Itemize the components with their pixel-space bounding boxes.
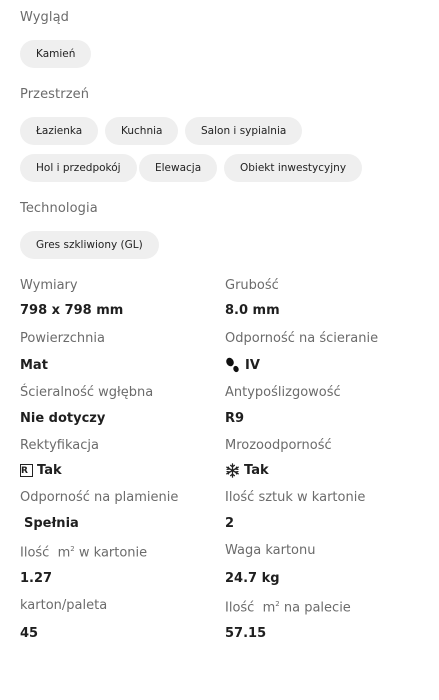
rectified-icon: R	[20, 464, 33, 477]
chip-gres-szkliwiony[interactable]: Gres szkliwiony (GL)	[20, 231, 159, 259]
label-sup: 2	[275, 600, 280, 608]
spec-value-plamienie: Spełnia	[24, 516, 79, 531]
snowflake-icon	[225, 463, 240, 478]
abrasion-class-value: IV	[245, 357, 260, 373]
spec-value-mrozoodpornosc	[225, 463, 269, 478]
spec-value-wymiary: 798 x 798 mm	[20, 303, 124, 318]
section-title-przestrzen: Przestrzeń	[20, 87, 90, 102]
label-unit: m	[262, 600, 276, 616]
spec-value-scieralnosc: Nie dotyczy	[20, 411, 106, 426]
label-sup: 2	[70, 545, 75, 553]
spec-label-antyposlizg: Antypoślizgowość	[225, 385, 341, 400]
spec-value-odpornosc-scieranie	[225, 357, 260, 373]
frost-resistance-value: Tak	[244, 463, 269, 478]
chip-salon-i-sypialnia[interactable]: Salon i sypialnia	[185, 117, 302, 145]
spec-value-m2-kartonie: 1.27	[20, 571, 53, 586]
spec-value-antyposlizg: R9	[225, 411, 245, 426]
spec-value-powierzchnia: Mat	[20, 358, 48, 373]
chip-lazienka[interactable]: Łazienka	[20, 117, 98, 145]
section-title-technologia: Technologia	[20, 201, 98, 216]
label-unit: m	[57, 545, 71, 561]
chip-hol-i-przedpokoj[interactable]: Hol i przedpokój	[20, 154, 137, 182]
section-title-wyglad: Wygląd	[20, 10, 70, 25]
spec-label-grubosc: Grubość	[225, 278, 279, 293]
spec-value-karton-paleta: 45	[20, 626, 39, 641]
spec-label-mrozoodpornosc: Mrozoodporność	[225, 438, 332, 453]
spec-label-waga-kartonu: Waga kartonu	[225, 543, 316, 558]
label-suffix: w kartonie	[78, 545, 148, 561]
spec-label-m2-palecie	[225, 600, 351, 615]
spec-value-rektyfikacja	[20, 463, 62, 478]
spec-label-rektyfikacja: Rektyfikacja	[20, 438, 99, 453]
chip-elewacja[interactable]: Elewacja	[139, 154, 217, 182]
label-prefix: Ilość	[20, 545, 50, 561]
chip-obiekt-inwestycyjny[interactable]: Obiekt inwestycyjny	[224, 154, 362, 182]
spec-value-m2-palecie: 57.15	[225, 626, 267, 641]
spec-value-sztuk-kartonie: 2	[225, 516, 235, 531]
chip-kuchnia[interactable]: Kuchnia	[105, 117, 178, 145]
spec-label-odpornosc-scieranie: Odporność na ścieranie	[225, 331, 379, 346]
footprint-icon	[225, 357, 241, 373]
spec-label-sztuk-kartonie: Ilość sztuk w kartonie	[225, 490, 366, 505]
rectification-value: Tak	[37, 463, 62, 478]
label-prefix: Ilość	[225, 600, 255, 616]
spec-label-karton-paleta: karton/paleta	[20, 598, 108, 613]
spec-label-scieralnosc: Ścieralność wgłębna	[20, 385, 154, 400]
spec-label-powierzchnia: Powierzchnia	[20, 331, 105, 346]
spec-value-waga-kartonu: 24.7 kg	[225, 571, 280, 586]
chip-kamien[interactable]: Kamień	[20, 40, 91, 68]
spec-label-m2-kartonie	[20, 545, 147, 560]
label-suffix: na palecie	[283, 600, 351, 616]
spec-label-plamienie: Odporność na plamienie	[20, 490, 179, 505]
spec-value-grubosc: 8.0 mm	[225, 303, 280, 318]
spec-label-wymiary: Wymiary	[20, 278, 78, 293]
